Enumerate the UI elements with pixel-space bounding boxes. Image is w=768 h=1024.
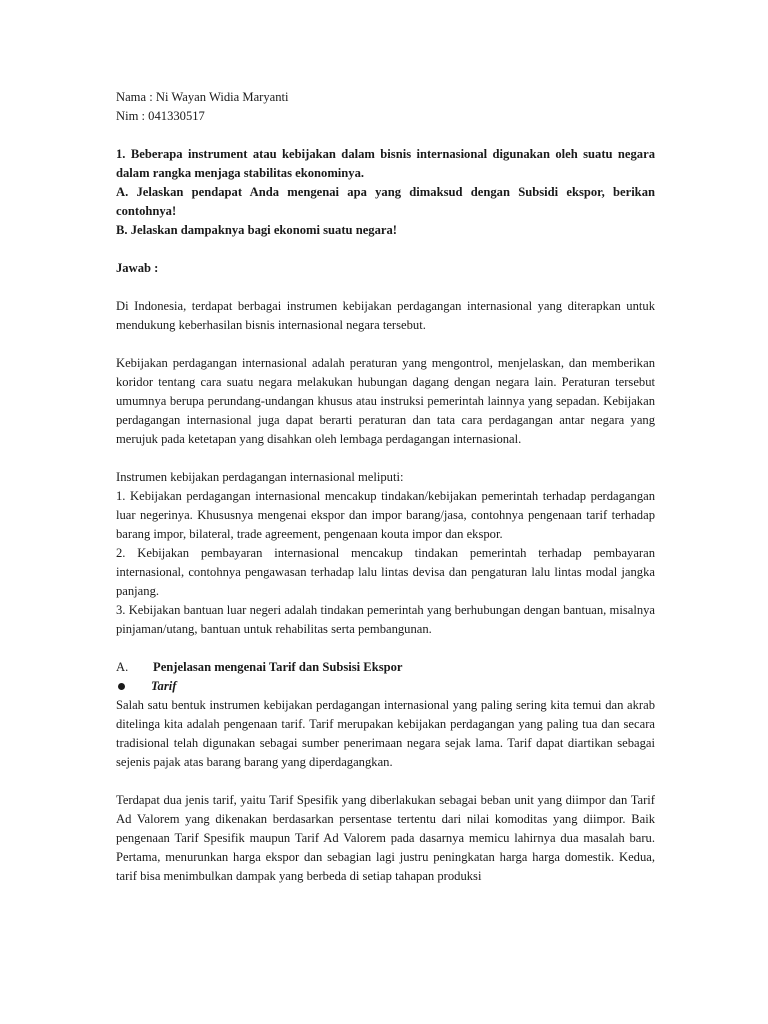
section-a-heading — [116, 658, 655, 677]
paragraph-tarif-2: Terdapat dua jenis tarif, yaitu Tarif Spesifik yang diberlakukan sebagai beban unit yang diimpor dan Tarif Ad Valorem yang dikenakan berdasarkan persentase tertentu dari nilai komoditas yang diimpor. Baik pengenaan Tarif Spesifik maupun Tarif Ad Valorem pada dasarnya memicu lahirnya dua masalah baru. Pertama, menurunkan harga ekspor dan sebagian lagi justru peningkatan harga harga domestik. Kedua, tarif bisa menimbulkan dampak yang berbeda di setiap tahapan produksi — [116, 793, 655, 883]
section-a-letter: A. — [116, 660, 129, 674]
instrument-item-3: 3. Kebijakan bantuan luar negeri adalah tindakan pemerintah yang berhubungan dengan bantuan, misalnya pinjaman/utang, bantuan untuk rehabilitas serta pembangunan. — [116, 603, 655, 636]
paragraph-definition: Kebijakan perdagangan internasional adalah peraturan yang mengontrol, menjelaskan, dan memberikan koridor tentang cara suatu negara melakukan hubungan dagang dengan negara lain. Peraturan tersebut umumnya berupa perundang-undangan khusus atau instruksi pemerintah lainnya yang sepadan. Kebijakan perdagangan internasional juga dapat berarti peraturan dan tata cara perdagangan antar negara yang merujuk pada ketetapan yang disahkan oleh lembaga perdagangan internasional. — [116, 356, 655, 446]
student-name: Nama : Ni Wayan Widia Maryanti — [116, 90, 289, 104]
instrument-item-2: 2. Kebijakan pembayaran internasional mencakup tindakan pemerintah terhadap pembayaran internasional, contohnya pengawasan terhadap lalu lintas devisa dan pengaturan lalu lintas modal jangka panjang. — [116, 546, 655, 598]
question-1: 1. Beberapa instrument atau kebijakan dalam bisnis internasional digunakan oleh suatu negara dalam rangka menjaga stabilitas ekonominya. — [116, 147, 655, 180]
instruments-intro: Instrumen kebijakan perdagangan internasional meliputi: — [116, 470, 404, 484]
bullet-tarif-label: Tarif — [151, 679, 177, 693]
document-page — [116, 88, 655, 886]
instrument-item-1: 1. Kebijakan perdagangan internasional mencakup tindakan/kebijakan pemerintah terhadap perdagangan luar negerinya. Khususnya mengenai ekspor dan impor barang/jasa, contohnya pengenaan tarif terhadap barang impor, bilateral, trade agreement, pengenaan kouta impor dan ekspor. — [116, 489, 655, 541]
paragraph-tarif-1: Salah satu bentuk instrumen kebijakan perdagangan internasional yang paling sering kita temui dan akrab ditelinga kita adalah pengenaan tarif. Tarif merupakan kebijakan perdagangan yang paling tua dan secara tradisional telah digunakan sebagai sumber penerimaan negara sejak lama. Tarif dapat diartikan sebagai sejenis pajak atas barang barang yang diperdagangkan. — [116, 698, 655, 769]
student-nim: Nim : 041330517 — [116, 109, 205, 123]
bullet-dot-icon — [118, 683, 125, 690]
question-a: A. Jelaskan pendapat Anda mengenai apa yang dimaksud dengan Subsidi ekspor, berikan contohnya! — [116, 185, 655, 218]
answer-label: Jawab : — [116, 261, 159, 275]
question-b: B. Jelaskan dampaknya bagi ekonomi suatu negara! — [116, 223, 397, 237]
bullet-tarif — [116, 677, 655, 696]
section-a-title: Penjelasan mengenai Tarif dan Subsisi Ekspor — [153, 660, 403, 674]
paragraph-intro: Di Indonesia, terdapat berbagai instrumen kebijakan perdagangan internasional yang diterapkan untuk mendukung keberhasilan bisnis internasional negara tersebut. — [116, 299, 655, 332]
